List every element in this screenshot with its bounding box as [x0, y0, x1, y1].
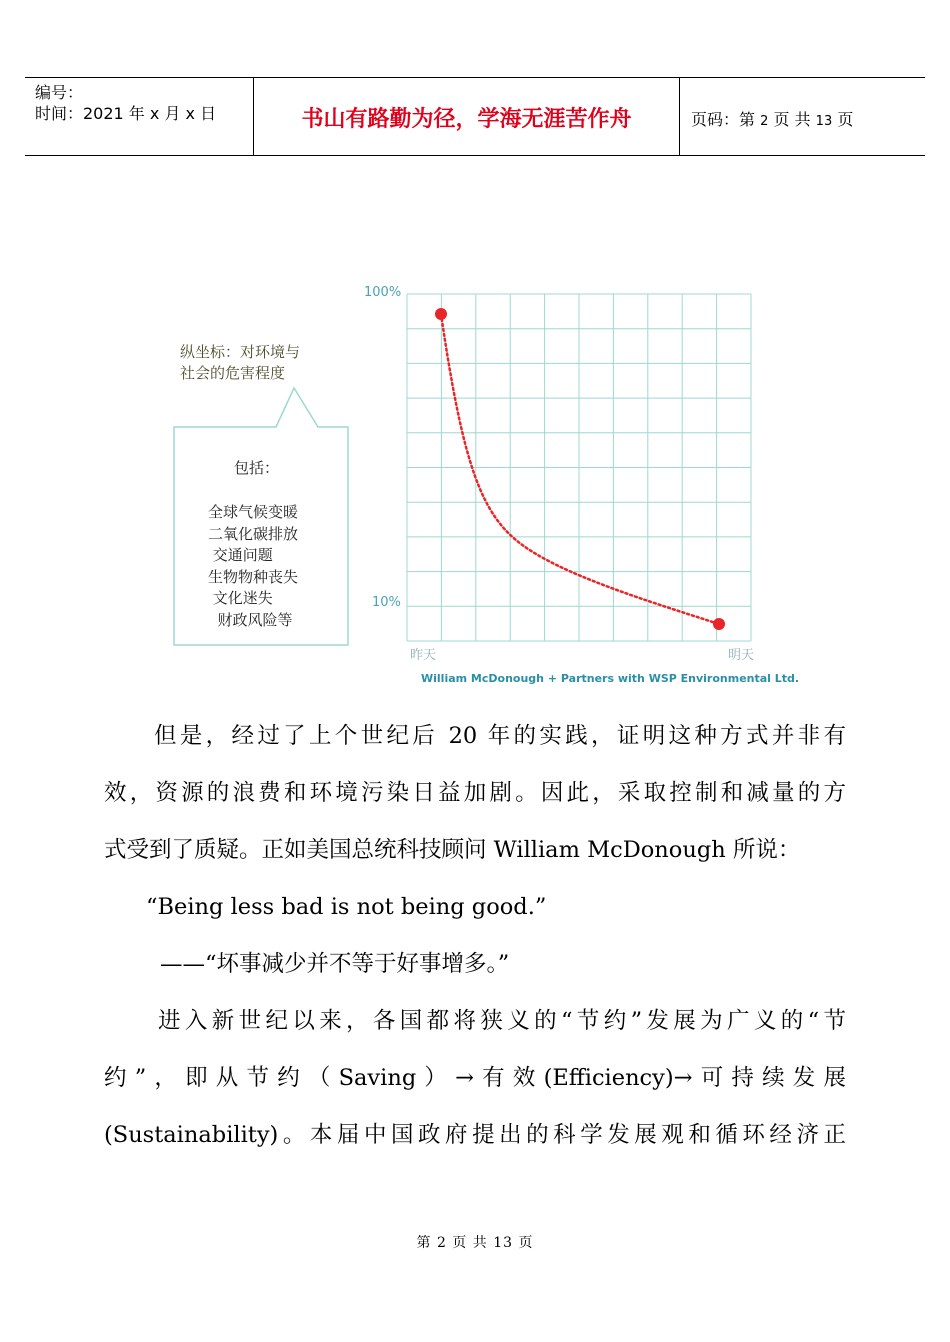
x-tick-label-left: 昨天	[410, 648, 437, 663]
callout-item: 文化迷失	[208, 589, 273, 607]
quote-cn: ——“坏事减少并不等于好事增多。”	[160, 951, 510, 977]
data-point-end	[713, 618, 725, 630]
text-line: 但是，经过了上个世纪后 20 年的实践，证明这种方式并非有	[154, 723, 846, 749]
callout-line-1: 纵坐标：对环境与	[180, 343, 301, 361]
header-divider	[679, 78, 680, 155]
callout-line-2: 社会的危害程度	[180, 364, 286, 382]
paragraph-2	[104, 993, 846, 1164]
quote-english	[146, 879, 846, 936]
time-label: 时间：2021 年 x 月 x 日	[35, 104, 217, 123]
page-total: 13	[815, 114, 833, 129]
callout-item: 财政风险等	[208, 610, 293, 629]
callout-head: 包括：	[234, 459, 280, 477]
x-tick-label-right: 明天	[728, 648, 755, 663]
callout-item: 交通问题	[208, 546, 273, 564]
page-suffix: 页	[837, 110, 854, 129]
data-point-start	[435, 308, 447, 320]
harm-chart-figure	[170, 280, 800, 690]
quote-en: “Being less bad is not being good.”	[146, 894, 547, 920]
text-line: 式受到了质疑。正如美国总统科技顾问 William McDonough 所说：	[104, 837, 801, 863]
callout-item: 全球气候变暖	[208, 503, 299, 521]
page-mid: 页 共	[773, 110, 811, 129]
y-tick-label-top: 100%	[364, 285, 402, 300]
chart-plot	[170, 280, 800, 690]
text-line: 约”，即从节约（Saving）→有效(Efficiency)→可持续发展	[104, 1065, 846, 1091]
text-line: 进入新世纪以来，各国都将狭义的“节约”发展为广义的“节	[158, 1008, 846, 1034]
callout-item: 二氧化碳排放	[208, 524, 299, 543]
page-number: 2	[760, 114, 769, 129]
series-line	[441, 314, 719, 624]
callout-item: 生物物种丧失	[208, 567, 299, 586]
header-page-info	[691, 107, 853, 130]
y-tick-label-bottom: 10%	[372, 595, 401, 610]
page-header	[25, 77, 925, 156]
page-footer: 第 2 页 共 13 页	[416, 1235, 534, 1251]
header-motto: 书山有路勤为径，学海无涯苦作舟	[301, 106, 632, 132]
text-line: (Sustainability)。本届中国政府提出的科学发展观和循环经济正	[104, 1122, 846, 1148]
quote-chinese	[160, 936, 846, 993]
page-prefix: 页码：第	[691, 110, 756, 129]
figure-credit: William McDonough + Partners with WSP Environmental Ltd.	[421, 672, 800, 685]
paragraph-1	[104, 708, 846, 879]
text-line: 效，资源的浪费和环境污染日益加剧。因此，采取控制和减量的方	[104, 780, 846, 806]
number-label: 编号：	[35, 83, 84, 102]
header-meta	[35, 82, 255, 124]
